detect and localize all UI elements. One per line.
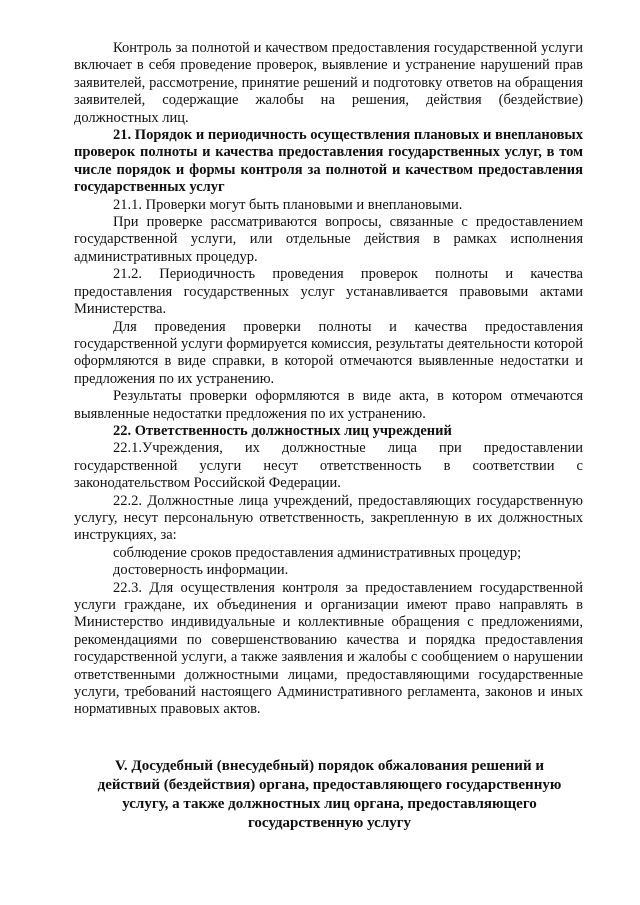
paragraph-commission: Для проведения проверки полноты и качества предоставления государственной услуги формируется комиссия, результаты деятельности которой оформляются в виде справки, в которой отмечаются выявленные недостатки и предложения по их устранению. — [74, 318, 583, 387]
paragraph-22-3: 22.3. Для осуществления контроля за предоставлением государственной услуги граждане, их объединения и организации имеют право направлять в Министерство индивидуальные и коллективные обращения с предложениями, рекомендациями по совершенствованию качества и порядка предоставления государственной услуги, а также заявления и жалобы с сообщением о нарушении ответственными должностными лицами, предоставляющими государственные услуги, требований настоящего Административного регламента, законов и иных нормативных правовых актов. — [74, 579, 583, 718]
paragraph-control-scope: Контроль за полнотой и качеством предоставления государственной услуги включает в себя проведение проверок, выявление и устранение нарушений прав заявителей, рассмотрение, принятие решений и подготовку ответов на обращения заявителей, содержащие жалобы на решения, действия (бездействие) должностных лиц. — [74, 40, 583, 126]
paragraph-21-2: 21.2. Периодичность проведения проверок полноты и качества предоставления государственных услуг устанавливается правовыми актами Министерства. — [74, 266, 583, 318]
section-title-v: V. Досудебный (внесудебный) порядок обжалования решений и действий (бездействия) органа, предоставляющего государственную услугу, а также должностных лиц органа, предоставляющего государственную услугу — [97, 757, 562, 831]
heading-21: 21. Порядок и периодичность осуществления плановых и внеплановых проверок полноты и качества предоставления государственных услуг, в том числе порядок и формы контроля за полнотой и качеством предоставления государственных услуг — [74, 127, 583, 196]
paragraph-22-2: 22.2. Должностные лица учреждений, предоставляющих государственную услугу, несут персональную ответственность, закрепленную в их должностных инструкциях, за: — [74, 492, 583, 544]
heading-22: 22. Ответственность должностных лиц учреждений — [113, 422, 452, 439]
paragraph-inspection-issues: При проверке рассматриваются вопросы, связанные с предоставлением государственной услуги, или отдельные действия в рамках исполнения административных процедур. — [74, 214, 583, 265]
paragraph-22-1: 22.1.Учреждения, их должностные лица при предоставлении государственной услуги несут ответственность в соответствии с законодательством Российской Федерации. — [74, 440, 583, 492]
list-item-reliability: достоверность информации. — [113, 562, 289, 579]
paragraph-21-1: 21.1. Проверки могут быть плановыми и внеплановыми. — [113, 196, 463, 213]
paragraph-inspection-results: Результаты проверки оформляются в виде акта, в котором отмечаются выявленные недостатки предложения по их устранению. — [74, 388, 583, 422]
list-item-deadlines: соблюдение сроков предоставления административных процедур; — [113, 544, 522, 561]
